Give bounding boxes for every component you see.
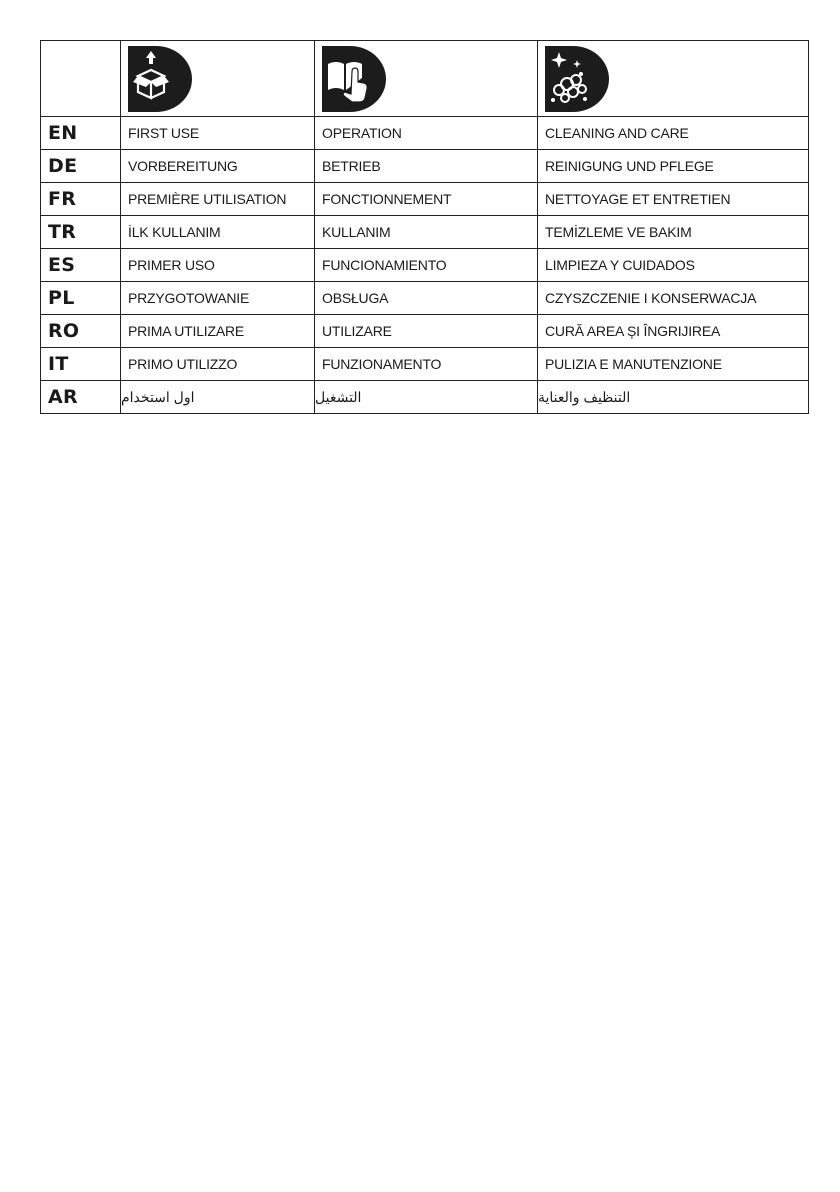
first-use-label: PRIMER USO [121, 249, 315, 282]
cleaning-header-cell [538, 41, 809, 117]
operation-label: FUNZIONAMENTO [315, 348, 538, 381]
table-row [41, 315, 809, 348]
language-code: EN [41, 117, 121, 150]
first-use-label: PRZYGOTOWANIE [121, 282, 315, 315]
language-code: DE [41, 150, 121, 183]
first-use-label: İLK KULLANIM [121, 216, 315, 249]
cleaning-label: CZYSZCZENIE I KONSERWACJA [538, 282, 809, 315]
first-use-box-icon [128, 46, 192, 112]
table-row [41, 117, 809, 150]
operation-label: BETRIEB [315, 150, 538, 183]
first-use-header-cell [121, 41, 315, 117]
operation-label: UTILIZARE [315, 315, 538, 348]
language-code: TR [41, 216, 121, 249]
cleaning-label: TEMİZLEME VE BAKIM [538, 216, 809, 249]
language-code: PL [41, 282, 121, 315]
operation-label: KULLANIM [315, 216, 538, 249]
cleaning-bubbles-icon [545, 46, 609, 112]
first-use-label: PREMIÈRE UTILISATION [121, 183, 315, 216]
operation-label: التشغيل [315, 381, 538, 414]
table-row [41, 282, 809, 315]
operation-label: OBSŁUGA [315, 282, 538, 315]
operation-book-icon [322, 46, 386, 112]
language-code: ES [41, 249, 121, 282]
table-row [41, 150, 809, 183]
cleaning-label: CURĂ AREA ȘI ÎNGRIJIREA [538, 315, 809, 348]
operation-label: OPERATION [315, 117, 538, 150]
language-code: IT [41, 348, 121, 381]
operation-label: FUNCIONAMIENTO [315, 249, 538, 282]
table-row [41, 348, 809, 381]
cleaning-label: CLEANING AND CARE [538, 117, 809, 150]
empty-header-cell [41, 41, 121, 117]
cleaning-label: NETTOYAGE ET ENTRETIEN [538, 183, 809, 216]
icon-header-row [41, 41, 809, 117]
table-row [41, 183, 809, 216]
operation-label: FONCTIONNEMENT [315, 183, 538, 216]
first-use-label: PRIMO UTILIZZO [121, 348, 315, 381]
table-row [41, 216, 809, 249]
first-use-label: PRIMA UTILIZARE [121, 315, 315, 348]
language-code: AR [41, 381, 121, 414]
first-use-label: VORBEREITUNG [121, 150, 315, 183]
table-row [41, 249, 809, 282]
cleaning-label: LIMPIEZA Y CUIDADOS [538, 249, 809, 282]
operation-header-cell [315, 41, 538, 117]
language-code: RO [41, 315, 121, 348]
cleaning-label: التنظيف والعناية [538, 381, 809, 414]
cleaning-label: PULIZIA E MANUTENZIONE [538, 348, 809, 381]
first-use-label: اول استخدام [121, 381, 315, 414]
cleaning-label: REINIGUNG UND PFLEGE [538, 150, 809, 183]
language-table [40, 40, 809, 414]
table-row [41, 381, 809, 414]
language-code: FR [41, 183, 121, 216]
first-use-label: FIRST USE [121, 117, 315, 150]
